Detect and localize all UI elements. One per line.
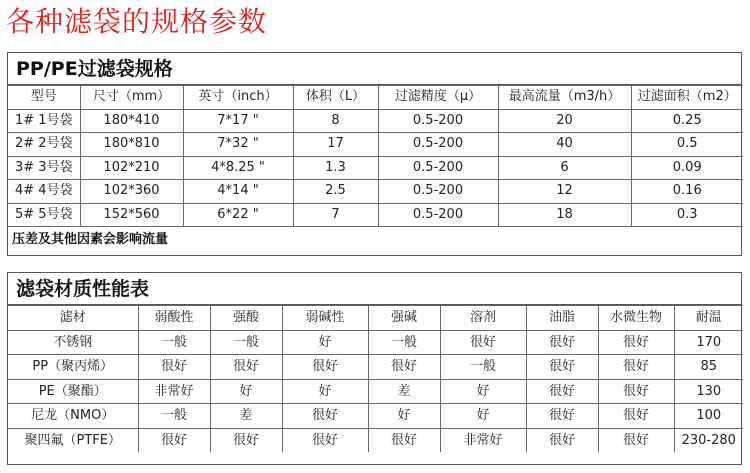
material-cell: 很好 [282, 355, 368, 380]
material-header-cell: 强酸 [210, 306, 282, 331]
material-cell: 一般 [138, 404, 210, 429]
material-row [8, 379, 743, 404]
material-cell: 好 [368, 404, 440, 429]
material-row [8, 330, 743, 355]
material-cell: 很好 [526, 428, 598, 452]
spec-cell: 2.5 [293, 180, 378, 204]
material-cell: 好 [210, 379, 282, 404]
material-cell: 差 [368, 379, 440, 404]
spec-header-cell: 过滤精度（μ） [378, 86, 498, 110]
material-cell: 很好 [210, 428, 282, 452]
spec-cell: 6 [498, 156, 631, 180]
material-cell: 很好 [282, 428, 368, 452]
page-title: 各种滤袋的规格参数 [6, 5, 268, 38]
spec-cell: 20 [498, 109, 631, 133]
material-header-cell: 耐温 [674, 306, 743, 331]
spec-cell: 1.3 [293, 156, 378, 180]
material-header-cell: 强碱 [368, 306, 440, 331]
spec-cell: 2# 2号袋 [8, 133, 80, 157]
spec-cell: 180*810 [80, 133, 183, 157]
spec-cell: 40 [498, 133, 631, 157]
spec-cell: 4*14 " [183, 180, 293, 204]
material-cell: 很好 [598, 379, 674, 404]
material-cell: 好 [282, 379, 368, 404]
material-cell: 85 [674, 355, 743, 380]
spec-cell: 152*560 [80, 203, 183, 227]
material-cell: 聚四氟（PTFE） [8, 428, 138, 452]
spec-cell: 7 [293, 203, 378, 227]
material-cell: 很好 [598, 330, 674, 355]
spec-header-cell: 最高流量（m3/h） [498, 86, 631, 110]
spec-cell: 0.25 [631, 109, 743, 133]
spec-row [8, 133, 743, 157]
material-cell: 100 [674, 404, 743, 429]
spec-row [8, 109, 743, 133]
spec-cell: 0.5-200 [378, 133, 498, 157]
flow-note: 压差及其他因素会影响流量 [12, 232, 169, 247]
spec-header-cell: 尺寸（mm） [80, 86, 183, 110]
material-cell: 很好 [368, 355, 440, 380]
spec-row [8, 203, 743, 227]
material-table-title: 滤袋材质性能表 [8, 273, 741, 305]
spec-header-row [8, 86, 743, 110]
material-cell: 很好 [526, 379, 598, 404]
material-cell: 很好 [282, 404, 368, 429]
material-cell: 差 [210, 404, 282, 429]
spec-header-cell: 英寸（inch） [183, 86, 293, 110]
material-cell: 好 [440, 404, 526, 429]
material-cell: 一般 [368, 330, 440, 355]
material-cell: 很好 [440, 330, 526, 355]
material-cell: 很好 [526, 355, 598, 380]
spec-cell: 7*17 " [183, 109, 293, 133]
spec-cell: 0.5-200 [378, 180, 498, 204]
material-cell: 230-280 [674, 428, 743, 452]
material-cell: 很好 [138, 355, 210, 380]
material-cell: 非常好 [440, 428, 526, 452]
spec-cell: 4*8.25 " [183, 156, 293, 180]
material-cell: PP（聚丙烯） [8, 355, 138, 380]
spec-cell: 7*32 " [183, 133, 293, 157]
spec-row [8, 180, 743, 204]
material-cell: 很好 [368, 428, 440, 452]
spec-cell: 0.3 [631, 203, 743, 227]
material-header-cell: 水微生物 [598, 306, 674, 331]
material-header-cell: 油脂 [526, 306, 598, 331]
spec-cell: 0.09 [631, 156, 743, 180]
spec-cell: 5# 5号袋 [8, 203, 80, 227]
material-cell: 一般 [210, 330, 282, 355]
spec-table-panel [7, 52, 742, 256]
spec-header-cell: 过滤面积（m2） [631, 86, 743, 110]
spec-table [8, 85, 743, 227]
spec-cell: 0.5-200 [378, 156, 498, 180]
spec-cell: 17 [293, 133, 378, 157]
spec-cell: 0.5 [631, 133, 743, 157]
material-header-cell: 滤材 [8, 306, 138, 331]
material-header-cell: 弱碱性 [282, 306, 368, 331]
material-cell: 一般 [440, 355, 526, 380]
spec-table-title: PP/PE过滤袋规格 [8, 53, 741, 85]
material-cell: 很好 [210, 355, 282, 380]
spec-cell: 18 [498, 203, 631, 227]
spec-header-cell: 型号 [8, 86, 80, 110]
spec-cell: 180*410 [80, 109, 183, 133]
material-header-cell: 弱酸性 [138, 306, 210, 331]
material-row [8, 404, 743, 429]
material-row [8, 355, 743, 380]
material-table-panel [7, 272, 742, 465]
material-cell: 不锈钢 [8, 330, 138, 355]
spec-cell: 8 [293, 109, 378, 133]
spec-cell: 6*22 " [183, 203, 293, 227]
material-cell: 130 [674, 379, 743, 404]
spec-cell: 102*210 [80, 156, 183, 180]
material-cell: 很好 [598, 355, 674, 380]
material-cell: 很好 [526, 330, 598, 355]
material-cell: 很好 [138, 428, 210, 452]
material-table [8, 305, 743, 452]
spec-cell: 1# 1号袋 [8, 109, 80, 133]
material-cell: 很好 [526, 404, 598, 429]
spec-row [8, 156, 743, 180]
material-row [8, 428, 743, 452]
spec-cell: 4# 4号袋 [8, 180, 80, 204]
material-header-cell: 溶剂 [440, 306, 526, 331]
material-cell: 好 [282, 330, 368, 355]
material-cell: PE（聚酯） [8, 379, 138, 404]
material-cell: 尼龙（NMO） [8, 404, 138, 429]
material-cell: 非常好 [138, 379, 210, 404]
spec-cell: 0.5-200 [378, 203, 498, 227]
material-cell: 好 [440, 379, 526, 404]
material-cell: 一般 [138, 330, 210, 355]
material-cell: 很好 [598, 428, 674, 452]
spec-header-cell: 体积（L） [293, 86, 378, 110]
spec-cell: 12 [498, 180, 631, 204]
spec-cell: 3# 3号袋 [8, 156, 80, 180]
spec-cell: 0.5-200 [378, 109, 498, 133]
material-cell: 170 [674, 330, 743, 355]
spec-cell: 102*360 [80, 180, 183, 204]
material-header-row [8, 306, 743, 331]
spec-cell: 0.16 [631, 180, 743, 204]
material-body [8, 330, 743, 452]
spec-body [8, 109, 743, 227]
material-cell: 很好 [598, 404, 674, 429]
